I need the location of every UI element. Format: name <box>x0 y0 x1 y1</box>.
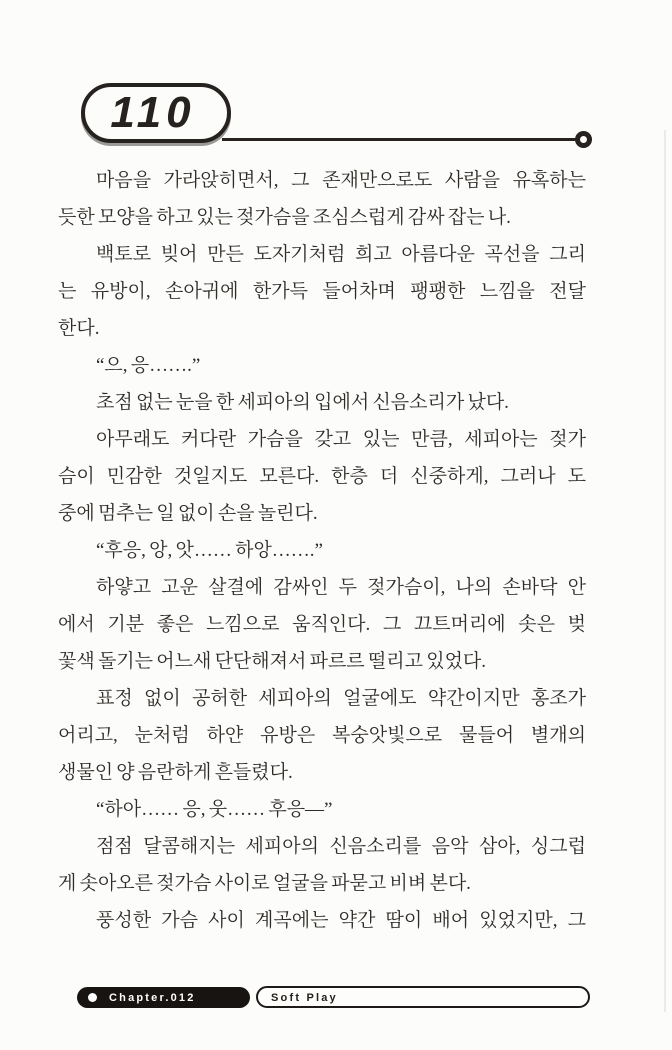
page-number: 110 <box>110 88 196 137</box>
chapter-label: Chapter.012 <box>109 992 196 1004</box>
text-line: 생물인 양 음란하게 흔들렸다. <box>58 762 293 783</box>
text-line: 듯한 모양을 하고 있는 젖가슴을 조심스럽게 감싸 잡는 나. <box>58 207 511 228</box>
text-line: 마음을 가라앉히면서, 그 존재만으로도 사람을 유혹하는 <box>96 170 586 191</box>
text-line: 표정 없이 공허한 세피아의 얼굴에도 약간이지만 홍조가 <box>96 688 586 709</box>
chapter-badge <box>77 987 250 1008</box>
header-rule-end-ring <box>575 131 592 148</box>
text-line: 초점 없는 눈을 한 세피아의 입에서 신음소리가 났다. <box>96 392 509 413</box>
text-line: “후응, 앙, 앗…… 하앙…….” <box>96 540 323 561</box>
text-line: 슴이 민감한 것일지도 모른다. 한층 더 신중하게, 그러나 도 <box>58 466 586 487</box>
text-line: 중에 멈추는 일 없이 손을 놀린다. <box>58 503 318 524</box>
section-title-badge <box>256 986 590 1008</box>
text-line: 꽃색 돌기는 어느새 단단해져서 파르르 떨리고 있었다. <box>58 651 487 672</box>
text-line: 는 유방이, 손아귀에 한가득 들어차며 팽팽한 느낌을 전달 <box>58 281 586 302</box>
header-rule <box>222 138 578 141</box>
text-line: 백토로 빚어 만든 도자기처럼 희고 아름다운 곡선을 그리 <box>96 244 586 265</box>
text-line: 풍성한 가슴 사이 계곡에는 약간 땀이 배어 있었지만, 그 <box>96 910 586 931</box>
text-line: 한다. <box>58 318 100 339</box>
text-line: “하아…… 응, 웃…… 후응—” <box>96 799 333 820</box>
page-number-badge <box>81 83 231 143</box>
text-line: 에서 기분 좋은 느낌으로 움직인다. 그 끄트머리에 솟은 벚 <box>58 614 586 635</box>
section-label: Soft Play <box>271 991 338 1004</box>
text-line: 어리고, 눈처럼 하얀 유방은 복숭앗빛으로 물들어 별개의 <box>58 725 586 746</box>
page-body-text <box>58 162 586 939</box>
text-line: 점점 달콤해지는 세피아의 신음소리를 음악 삼아, 싱그럽 <box>96 836 586 857</box>
text-line: 게 솟아오른 젖가슴 사이로 얼굴을 파묻고 비벼 본다. <box>58 873 471 894</box>
page-edge-shadow <box>664 130 666 1012</box>
text-line: 하얗고 고운 살결에 감싸인 두 젖가슴이, 나의 손바닥 안 <box>96 577 586 598</box>
chapter-bullet-dot-icon <box>88 993 97 1002</box>
text-line: 아무래도 커다란 가슴을 갖고 있는 만큼, 세피아는 젖가 <box>96 429 586 450</box>
text-line: “으, 응…….” <box>96 355 201 376</box>
